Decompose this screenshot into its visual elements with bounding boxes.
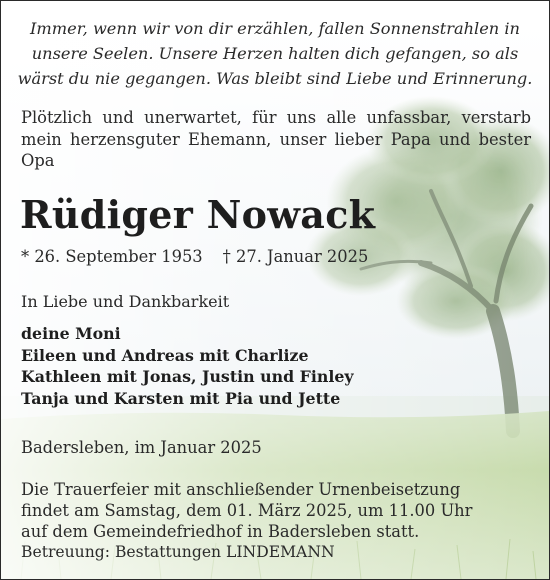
undertaker-credit: Betreuung: Bestattungen LINDEMANN [21, 543, 335, 561]
death-announcement: Plötzlich und unerwartet, für uns alle unfassbar, verstarb mein herzensguter Ehemann, unser lieber Papa und bester Opa [21, 108, 531, 170]
mourner-entry: Eileen und Andreas mit Charlize [21, 345, 309, 365]
mourners-list [21, 323, 354, 409]
mourner-entry: Tanja und Karsten mit Pia und Jette [21, 388, 341, 408]
life-dates [21, 246, 368, 268]
quote-line: unsere Seelen. Unsere Herzen halten dich gefangen, so als [31, 44, 519, 63]
death-date: † 27. Januar 2025 [222, 247, 369, 266]
funeral-line: findet am Samstag, dem 01. März 2025, um 11.00 Uhr [21, 501, 473, 520]
mourner-entry: deine Moni [21, 324, 121, 343]
place-and-date: Badersleben, im Januar 2025 [21, 438, 262, 457]
funeral-line: auf dem Gemeindefriedhof in Badersleben statt. [21, 522, 420, 541]
quote-line: Immer, wenn wir von dir erzählen, fallen Sonnenstrahlen in [30, 19, 520, 38]
birth-date: * 26. September 1953 [21, 247, 203, 266]
notice-content [1, 1, 549, 579]
memorial-quote [15, 16, 535, 91]
deceased-name: Rüdiger Nowack [20, 192, 376, 237]
funeral-line: Die Trauerfeier mit anschließender Urnenbeisetzung [21, 480, 461, 499]
funeral-details [21, 479, 531, 542]
mourner-entry: Kathleen mit Jonas, Justin und Finley [21, 367, 354, 386]
quote-line: wärst du nie gegangen. Was bleibt sind Liebe und Erinnerung. [17, 69, 533, 88]
mourning-intro: In Liebe und Dankbarkeit [21, 292, 230, 311]
